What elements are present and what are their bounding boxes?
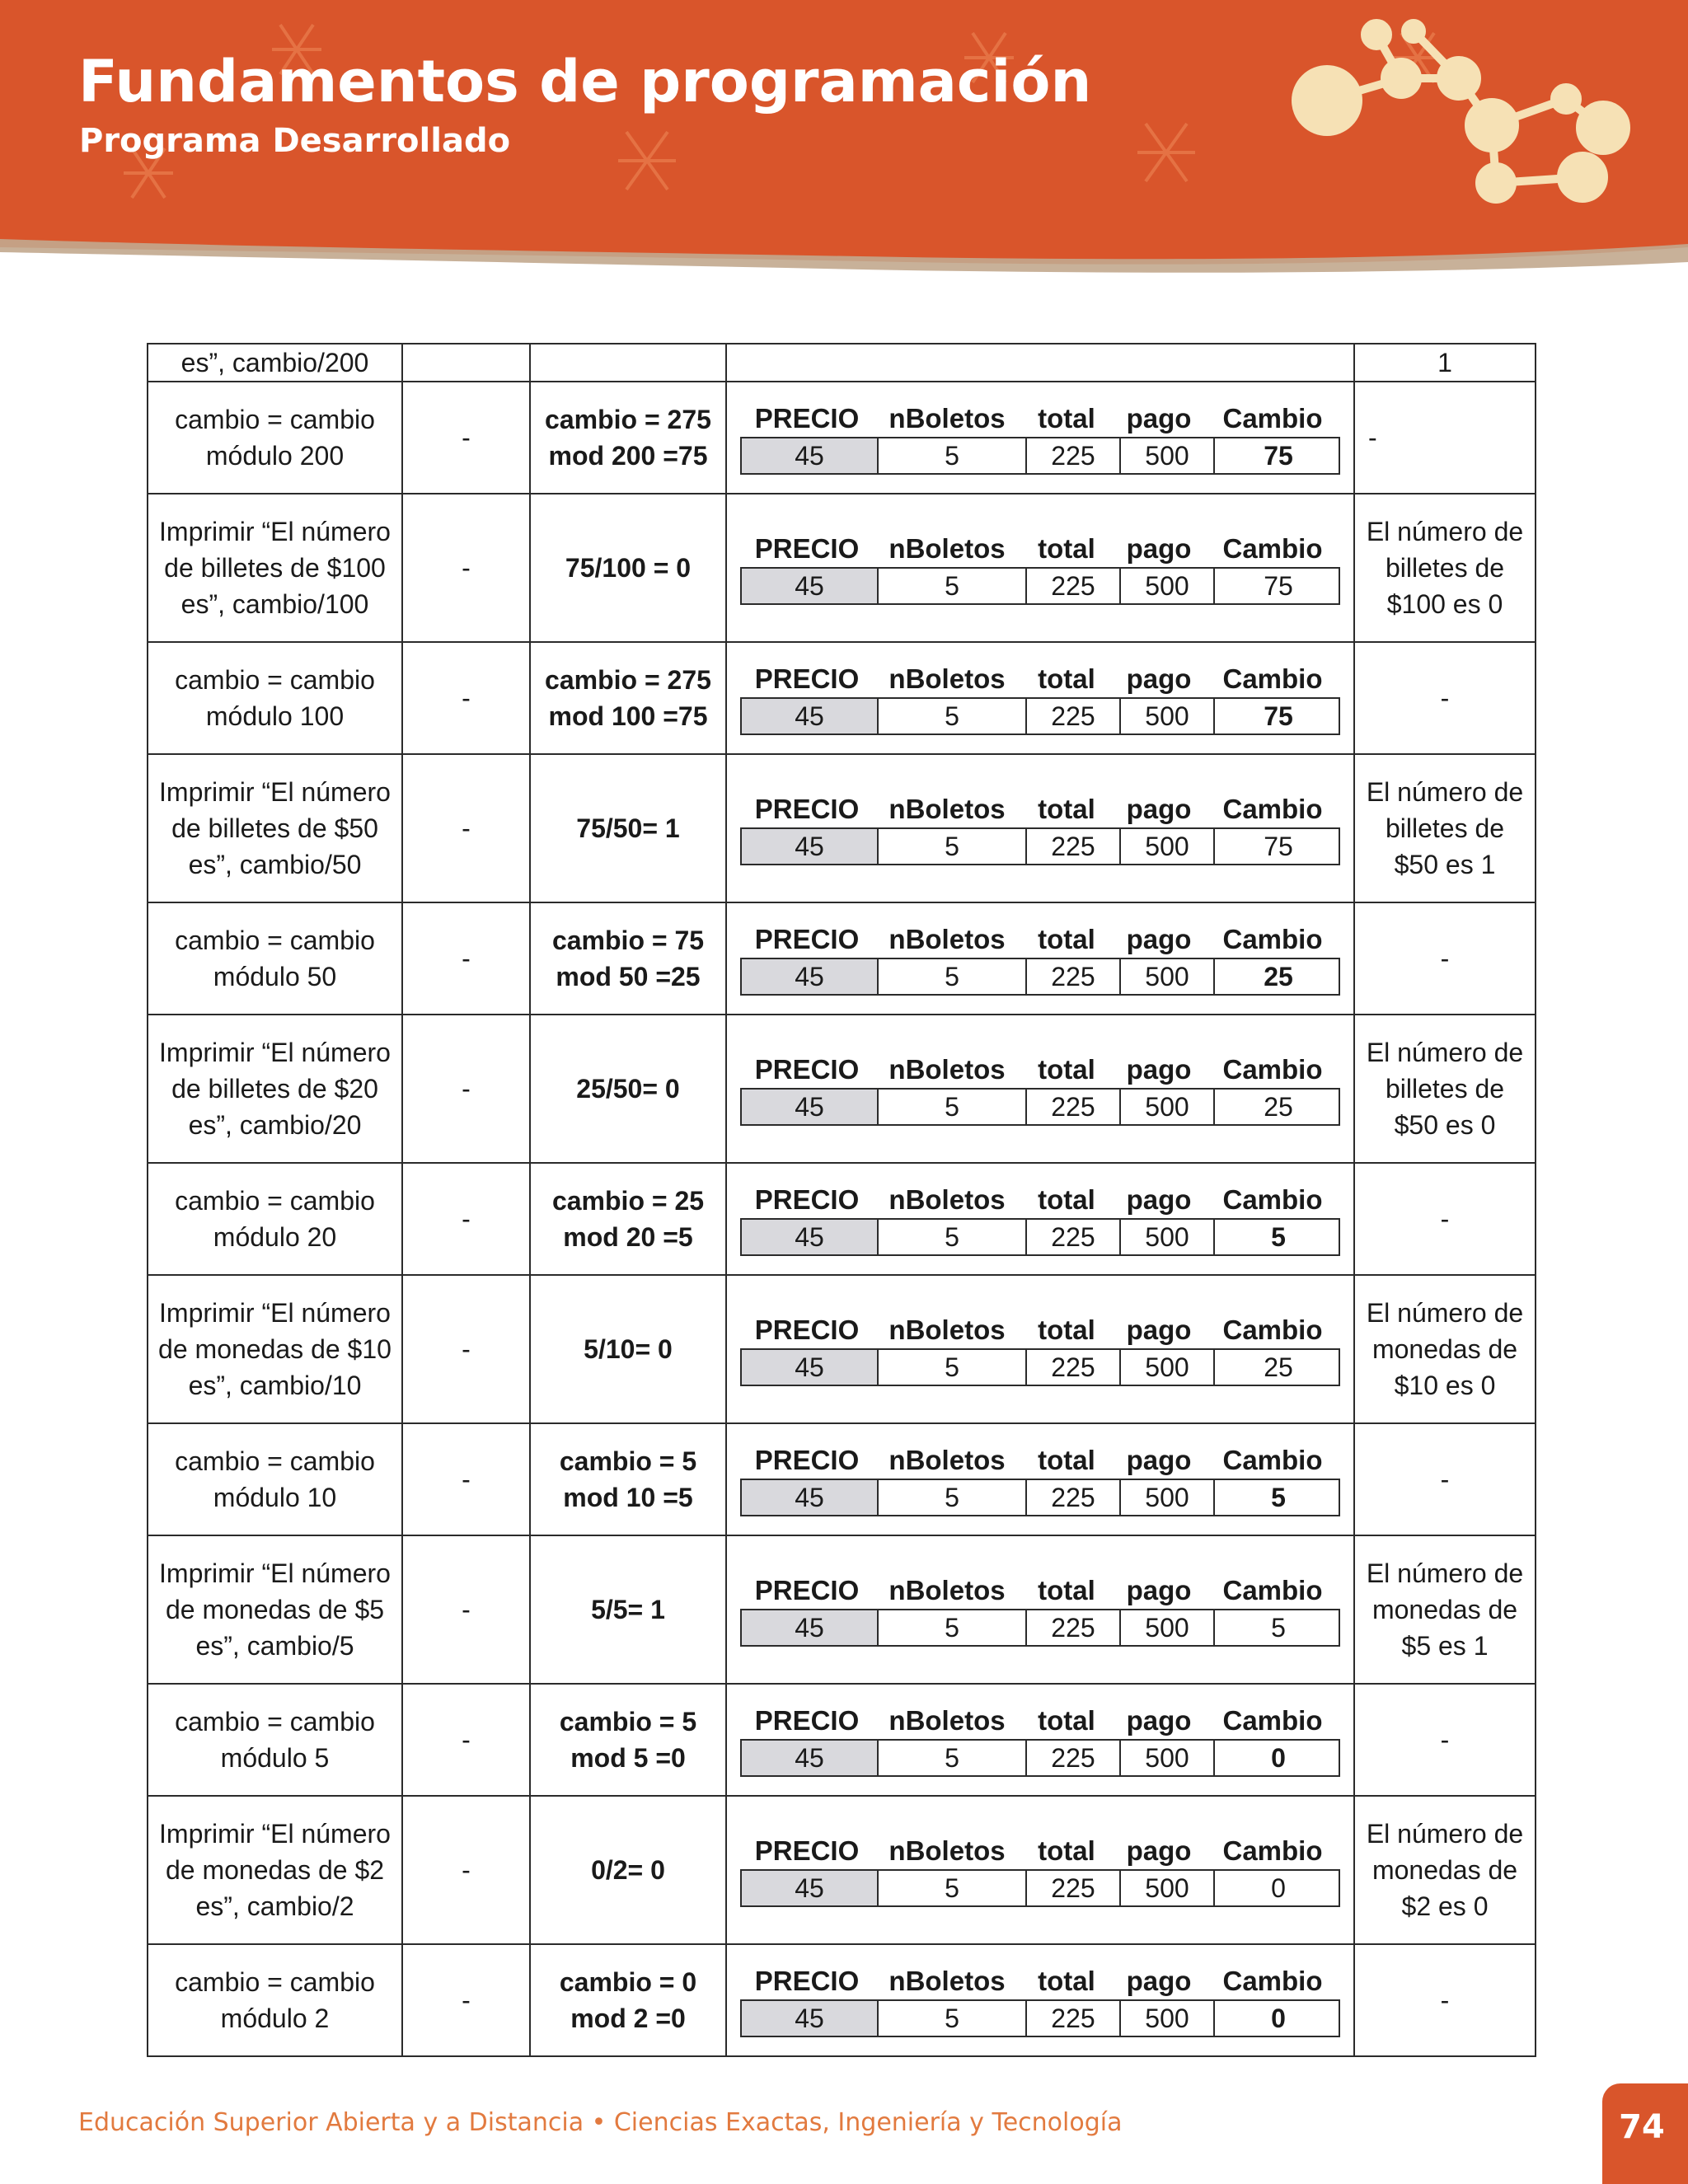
memory-cell [726,642,1354,754]
memory-value: 500 [1119,699,1213,733]
input-cell: - [402,1163,530,1275]
memory-header: PRECIO [754,1575,860,1605]
memory-cell [726,902,1354,1015]
output-cell: - [1354,642,1536,754]
memory-header: nBoletos [889,1835,1006,1866]
memory-header: pago [1126,663,1192,694]
memory-header: Cambio [1222,1705,1323,1736]
memory-value: 225 [1025,1350,1119,1385]
table-row [148,494,1536,642]
memory-cell [726,382,1354,494]
memory-values [740,1088,1340,1126]
memory-headers [740,1833,1340,1869]
memory-header: PRECIO [754,533,860,564]
memory-value: 500 [1119,438,1213,473]
header-banner [0,0,1688,288]
memory-headers [740,661,1340,697]
table-row [148,1944,1536,2056]
memory-values [740,1739,1340,1777]
memory-header: nBoletos [889,924,1006,954]
memory-cell [726,1015,1354,1163]
memory-header: nBoletos [889,403,1006,434]
memory-value: 75 [1213,829,1342,864]
output-cell: El número de monedas de $10 es 0 [1354,1275,1536,1423]
output-cell: 1 [1354,344,1536,382]
memory-value: 75 [1213,699,1342,733]
memory-header: Cambio [1222,403,1323,434]
memory-value: 25 [1213,1350,1342,1385]
memory-value: 5 [877,1871,1025,1905]
input-cell: - [402,1684,530,1796]
table-row [148,902,1536,1015]
output-cell: El número de billetes de $100 es 0 [1354,494,1536,642]
memory-value: 5 [877,1090,1025,1124]
memory-value: 45 [742,1741,877,1775]
operation-cell: 0/2= 0 [530,1796,726,1944]
table-row [148,1163,1536,1275]
memory-headers [740,1572,1340,1609]
input-cell: - [402,1275,530,1423]
document-subtitle: Programa Desarrollado [79,122,511,160]
instruction-cell: cambio = cambio módulo 20 [148,1163,402,1275]
memory-header: nBoletos [889,533,1006,564]
memory-value: 225 [1025,699,1119,733]
memory-value: 25 [1213,1090,1342,1124]
memory-value: 500 [1119,1871,1213,1905]
memory-state [740,1052,1340,1126]
memory-header: PRECIO [754,1445,860,1475]
memory-headers [740,791,1340,827]
table-row [148,1535,1536,1684]
memory-headers [740,1312,1340,1348]
input-cell: - [402,1944,530,2056]
memory-header: total [1038,1315,1095,1345]
memory-header: PRECIO [754,1705,860,1736]
memory-value: 5 [877,959,1025,994]
table-row [148,1015,1536,1163]
memory-headers [740,1442,1340,1479]
input-cell: - [402,902,530,1015]
memory-value: 225 [1025,1610,1119,1645]
input-cell: - [402,1423,530,1535]
memory-headers [740,531,1340,567]
memory-header: Cambio [1222,1966,1323,1996]
memory-header: pago [1126,1445,1192,1475]
memory-cell [726,1275,1354,1423]
memory-header: PRECIO [754,1966,860,1996]
memory-value: 5 [877,1610,1025,1645]
memory-values [740,1479,1340,1516]
instruction-cell: Imprimir “El número de monedas de $2 es”, cambio/2 [148,1796,402,1944]
memory-header: nBoletos [889,1705,1006,1736]
memory-values [740,567,1340,605]
memory-value: 5 [877,1741,1025,1775]
memory-header: pago [1126,1054,1192,1085]
memory-cell [726,1944,1354,2056]
memory-value: 500 [1119,1350,1213,1385]
memory-headers [740,1963,1340,1999]
memory-header: pago [1126,924,1192,954]
memory-value: 45 [742,1090,877,1124]
memory-header: total [1038,1184,1095,1215]
memory-header: total [1038,1054,1095,1085]
memory-value: 225 [1025,569,1119,603]
memory-cell [726,754,1354,902]
instruction-cell: Imprimir “El número de monedas de $10 es”, cambio/10 [148,1275,402,1423]
memory-header: PRECIO [754,403,860,434]
memory-value: 500 [1119,1090,1213,1124]
instruction-cell: es”, cambio/200 [148,344,402,382]
memory-header: nBoletos [889,1184,1006,1215]
memory-values [740,1999,1340,2037]
operation-cell: 5/10= 0 [530,1275,726,1423]
instruction-cell: Imprimir “El número de monedas de $5 es”, cambio/5 [148,1535,402,1684]
operation-cell [530,344,726,382]
memory-state [740,1182,1340,1256]
page-number: 74 [1619,2108,1665,2146]
memory-cell [726,1535,1354,1684]
memory-value: 5 [1213,1480,1342,1515]
table-row [148,382,1536,494]
document-title: Fundamentos de programación [78,48,1092,115]
memory-state [740,531,1340,605]
instruction-cell: cambio = cambio módulo 50 [148,902,402,1015]
instruction-cell: cambio = cambio módulo 5 [148,1684,402,1796]
memory-header: pago [1126,1705,1192,1736]
memory-header: total [1038,1835,1095,1866]
instruction-cell: cambio = cambio módulo 100 [148,642,402,754]
instruction-cell: Imprimir “El número de billetes de $20 es”, cambio/20 [148,1015,402,1163]
memory-header: nBoletos [889,1575,1006,1605]
page-number-tab [1602,2083,1688,2184]
memory-header: pago [1126,1184,1192,1215]
operation-cell: 5/5= 1 [530,1535,726,1684]
output-cell: El número de billetes de $50 es 1 [1354,754,1536,902]
memory-header: PRECIO [754,924,860,954]
memory-header: PRECIO [754,794,860,824]
memory-header: total [1038,1705,1095,1736]
memory-header: Cambio [1222,1054,1323,1085]
memory-state [740,1442,1340,1516]
input-cell: - [402,642,530,754]
memory-header: Cambio [1222,1445,1323,1475]
memory-header: pago [1126,1835,1192,1866]
memory-value: 75 [1213,569,1342,603]
memory-value: 500 [1119,2001,1213,2036]
output-cell: El número de monedas de $2 es 0 [1354,1796,1536,1944]
memory-value: 5 [877,569,1025,603]
memory-cell [726,344,1354,382]
memory-values [740,697,1340,735]
memory-header: Cambio [1222,1315,1323,1345]
memory-header: PRECIO [754,1054,860,1085]
memory-header: total [1038,1966,1095,1996]
memory-header: nBoletos [889,1445,1006,1475]
table-row [148,344,1536,382]
memory-value: 5 [877,1480,1025,1515]
operation-cell: cambio = 5 mod 10 =5 [530,1423,726,1535]
memory-header: nBoletos [889,1054,1006,1085]
operation-cell: cambio = 275 mod 200 =75 [530,382,726,494]
memory-value: 5 [1213,1220,1342,1254]
memory-value: 225 [1025,2001,1119,2036]
memory-values [740,437,1340,475]
memory-value: 25 [1213,959,1342,994]
memory-value: 500 [1119,1741,1213,1775]
memory-headers [740,1182,1340,1218]
output-cell: El número de monedas de $5 es 1 [1354,1535,1536,1684]
memory-header: nBoletos [889,794,1006,824]
input-cell: - [402,1015,530,1163]
memory-value: 45 [742,959,877,994]
table-row [148,1684,1536,1796]
table-row [148,1423,1536,1535]
output-cell: El número de billetes de $50 es 0 [1354,1015,1536,1163]
memory-cell [726,1423,1354,1535]
memory-state [740,1833,1340,1907]
memory-header: Cambio [1222,794,1323,824]
memory-value: 5 [877,1350,1025,1385]
memory-header: total [1038,533,1095,564]
operation-cell: 75/50= 1 [530,754,726,902]
memory-value: 0 [1213,1741,1342,1775]
operation-cell: cambio = 5 mod 5 =0 [530,1684,726,1796]
output-cell: - [1354,1423,1536,1535]
memory-value: 225 [1025,1220,1119,1254]
memory-value: 225 [1025,438,1119,473]
memory-headers [740,401,1340,437]
memory-value: 45 [742,1871,877,1905]
output-cell: - [1354,1684,1536,1796]
memory-cell [726,1163,1354,1275]
table-row [148,754,1536,902]
footer-text: Educación Superior Abierta y a Distancia • Ciencias Exactas, Ingeniería y Tecnología [78,2108,1123,2137]
memory-header: total [1038,403,1095,434]
memory-header: pago [1126,794,1192,824]
memory-value: 5 [877,1220,1025,1254]
table-row [148,642,1536,754]
memory-value: 5 [877,2001,1025,2036]
memory-value: 5 [877,438,1025,473]
memory-value: 0 [1213,2001,1342,2036]
memory-header: Cambio [1222,1835,1323,1866]
memory-state [740,1312,1340,1386]
memory-header: nBoletos [889,1315,1006,1345]
memory-header: PRECIO [754,1835,860,1866]
input-cell [402,344,530,382]
memory-values [740,827,1340,865]
memory-header: PRECIO [754,1315,860,1345]
memory-header: total [1038,794,1095,824]
memory-values [740,1218,1340,1256]
memory-header: total [1038,663,1095,694]
memory-values [740,958,1340,996]
instruction-cell: Imprimir “El número de billetes de $100 es”, cambio/100 [148,494,402,642]
output-cell: - [1354,1944,1536,2056]
memory-value: 5 [877,829,1025,864]
instruction-cell: Imprimir “El número de billetes de $50 es”, cambio/50 [148,754,402,902]
memory-header: total [1038,1575,1095,1605]
memory-value: 500 [1119,829,1213,864]
memory-value: 500 [1119,1480,1213,1515]
memory-value: 45 [742,438,877,473]
memory-value: 45 [742,569,877,603]
memory-state [740,401,1340,475]
memory-value: 75 [1213,438,1342,473]
memory-state [740,791,1340,865]
memory-values [740,1869,1340,1907]
memory-value: 45 [742,829,877,864]
output-cell: - [1354,902,1536,1015]
memory-header: Cambio [1222,1575,1323,1605]
input-cell: - [402,754,530,902]
input-cell: - [402,1796,530,1944]
memory-cell [726,1684,1354,1796]
memory-header: pago [1126,1315,1192,1345]
input-cell: - [402,382,530,494]
memory-header: nBoletos [889,663,1006,694]
memory-headers [740,1052,1340,1088]
memory-value: 45 [742,1220,877,1254]
memory-value: 225 [1025,959,1119,994]
input-cell: - [402,494,530,642]
instruction-cell: cambio = cambio módulo 200 [148,382,402,494]
memory-headers [740,1703,1340,1739]
operation-cell: cambio = 275 mod 100 =75 [530,642,726,754]
memory-value: 5 [1213,1610,1342,1645]
memory-header: PRECIO [754,1184,860,1215]
memory-header: pago [1126,403,1192,434]
memory-header: pago [1126,1575,1192,1605]
memory-value: 225 [1025,1871,1119,1905]
memory-state [740,1572,1340,1647]
table-row [148,1796,1536,1944]
memory-cell [726,494,1354,642]
memory-state [740,921,1340,996]
memory-value: 225 [1025,1090,1119,1124]
output-cell: - [1354,382,1536,494]
memory-value: 500 [1119,959,1213,994]
memory-value: 225 [1025,1741,1119,1775]
operation-cell: cambio = 25 mod 20 =5 [530,1163,726,1275]
memory-value: 45 [742,699,877,733]
memory-header: nBoletos [889,1966,1006,1996]
trace-table [147,343,1536,2057]
memory-header: Cambio [1222,663,1323,694]
memory-header: Cambio [1222,924,1323,954]
memory-header: Cambio [1222,533,1323,564]
memory-state [740,1703,1340,1777]
memory-value: 225 [1025,1480,1119,1515]
memory-header: total [1038,924,1095,954]
memory-header: Cambio [1222,1184,1323,1215]
memory-value: 500 [1119,1220,1213,1254]
memory-value: 500 [1119,1610,1213,1645]
memory-value: 45 [742,2001,877,2036]
memory-values [740,1609,1340,1647]
input-cell: - [402,1535,530,1684]
memory-header: pago [1126,533,1192,564]
memory-state [740,1963,1340,2037]
operation-cell: cambio = 0 mod 2 =0 [530,1944,726,2056]
memory-value: 500 [1119,569,1213,603]
operation-cell: cambio = 75 mod 50 =25 [530,902,726,1015]
memory-value: 0 [1213,1871,1342,1905]
memory-header: pago [1126,1966,1192,1996]
memory-header: PRECIO [754,663,860,694]
memory-values [740,1348,1340,1386]
memory-cell [726,1796,1354,1944]
memory-state [740,661,1340,735]
memory-value: 45 [742,1350,877,1385]
memory-value: 45 [742,1610,877,1645]
memory-headers [740,921,1340,958]
memory-value: 45 [742,1480,877,1515]
operation-cell: 25/50= 0 [530,1015,726,1163]
trace-table-body [148,344,1536,2056]
operation-cell: 75/100 = 0 [530,494,726,642]
instruction-cell: cambio = cambio módulo 2 [148,1944,402,2056]
instruction-cell: cambio = cambio módulo 10 [148,1423,402,1535]
memory-value: 225 [1025,829,1119,864]
memory-header: total [1038,1445,1095,1475]
memory-value: 5 [877,699,1025,733]
output-cell: - [1354,1163,1536,1275]
table-row [148,1275,1536,1423]
